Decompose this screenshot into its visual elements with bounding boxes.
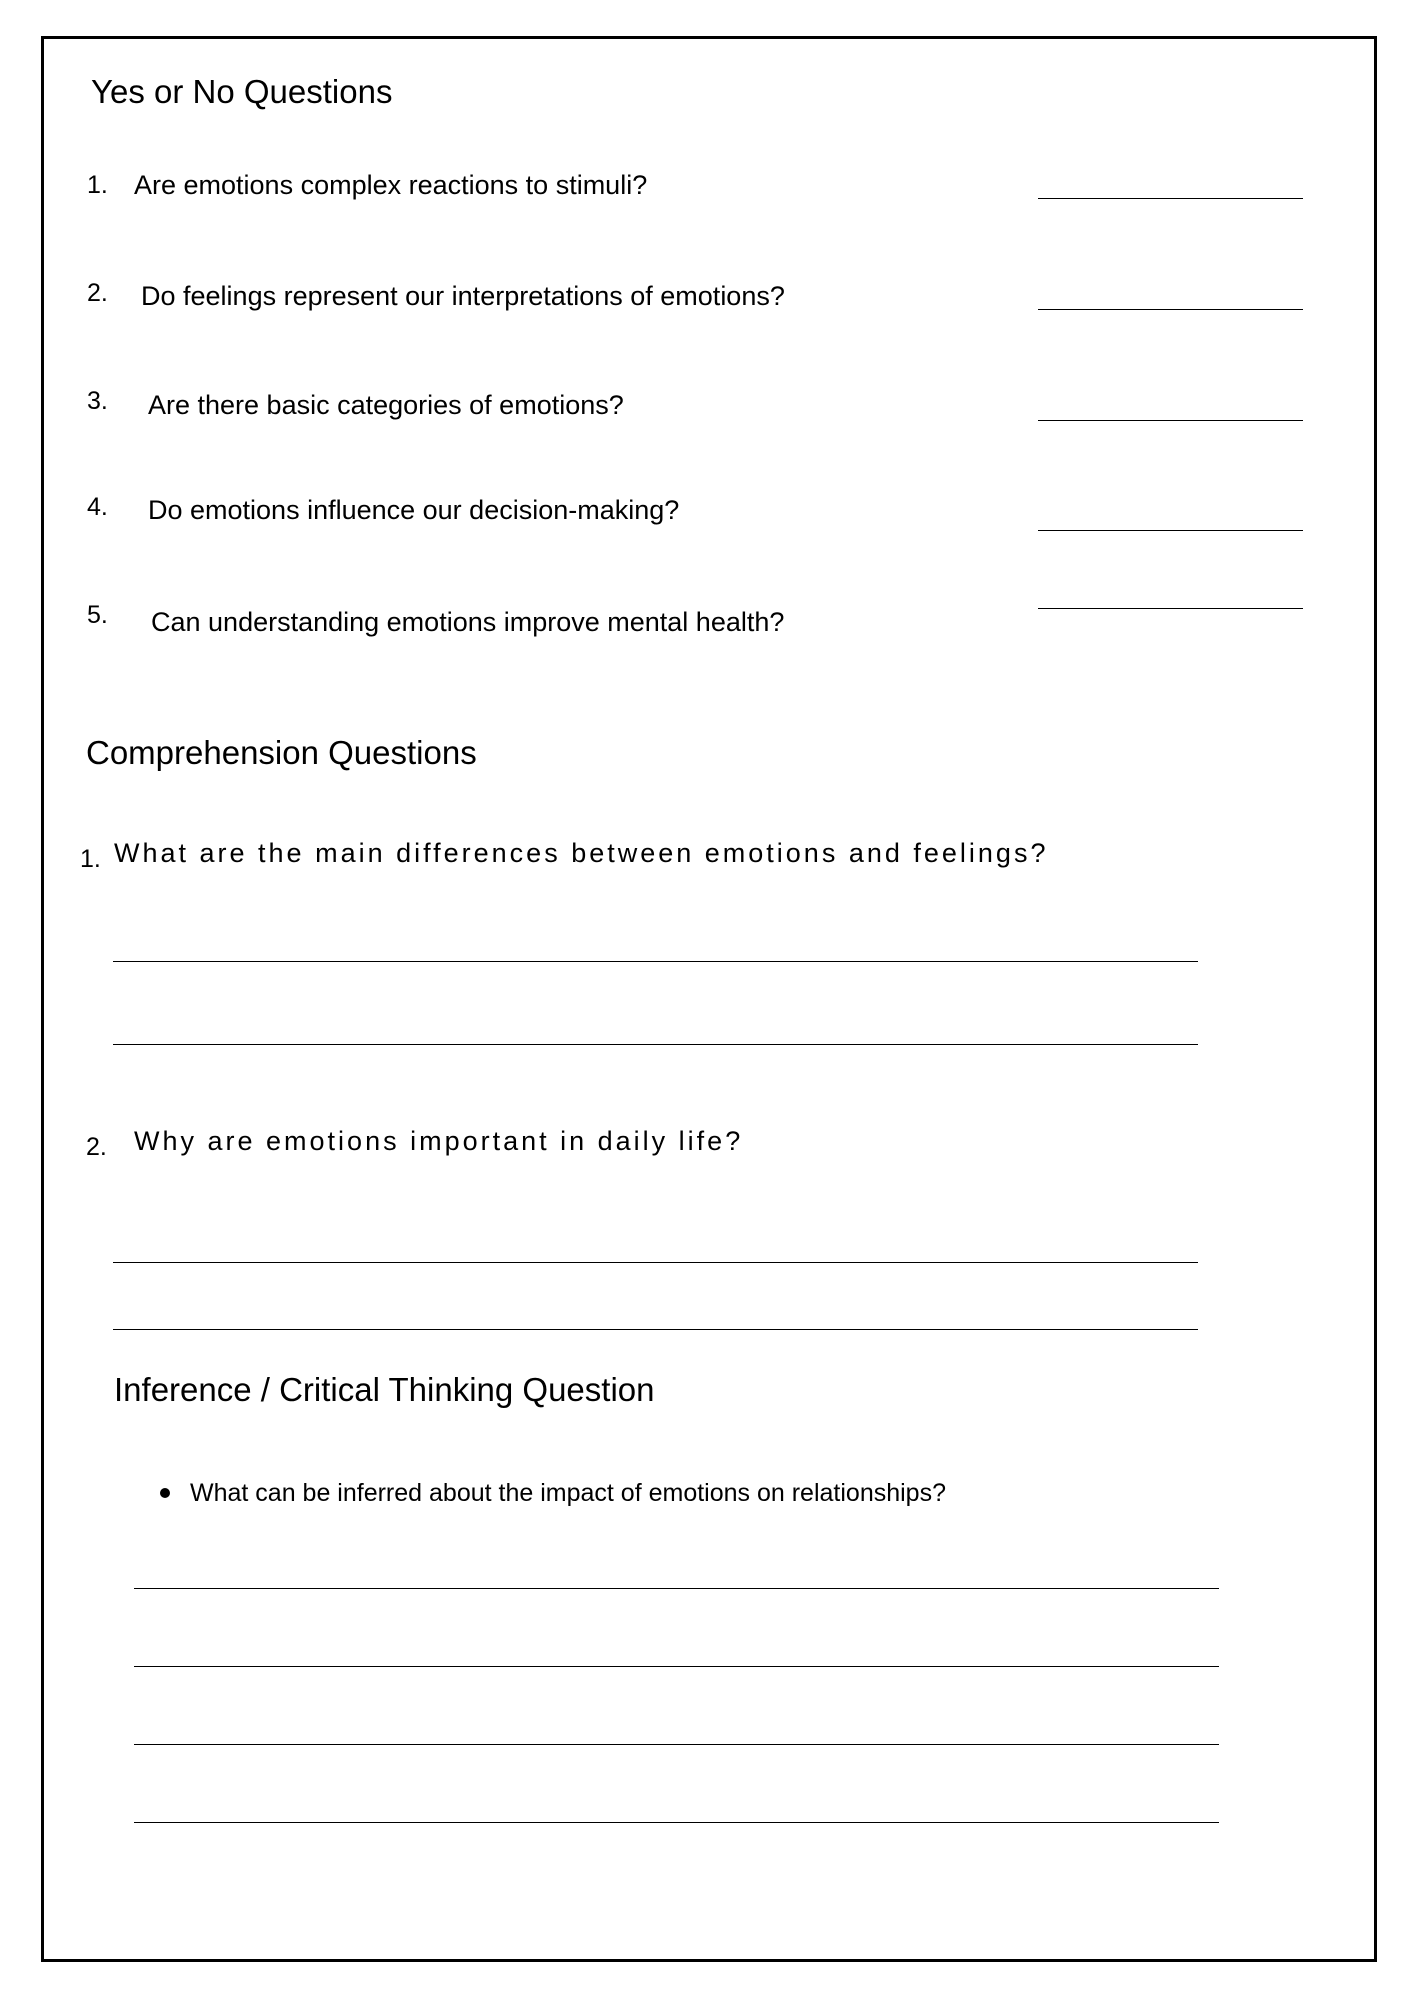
yes-no-answer-blank-3[interactable] <box>1038 420 1303 421</box>
inference-answer-line-3[interactable] <box>134 1744 1219 1745</box>
worksheet-frame <box>41 36 1377 1962</box>
yes-no-question-1: Are emotions complex reactions to stimuli? <box>134 170 648 200</box>
yes-no-number-5: 5. <box>87 601 108 629</box>
yes-no-number-3: 3. <box>87 387 108 415</box>
yes-no-question-2: Do feelings represent our interpretations of emotions? <box>141 281 785 311</box>
comprehension-answer-line-1b[interactable] <box>113 1044 1198 1045</box>
yes-no-question-5: Can understanding emotions improve mental health? <box>151 607 785 637</box>
yes-no-answer-blank-4[interactable] <box>1038 530 1303 531</box>
comprehension-heading: Comprehension Questions <box>86 734 477 771</box>
comprehension-question-2: Why are emotions important in daily life? <box>134 1126 744 1156</box>
yes-no-question-3: Are there basic categories of emotions? <box>148 390 624 420</box>
bullet-icon <box>160 1488 170 1498</box>
yes-no-heading: Yes or No Questions <box>91 73 393 110</box>
yes-no-answer-blank-2[interactable] <box>1038 309 1303 310</box>
yes-no-answer-blank-5[interactable] <box>1038 608 1303 609</box>
yes-no-question-4: Do emotions influence our decision-making? <box>148 495 680 525</box>
comprehension-question-1: What are the main differences between emotions and feelings? <box>114 838 1049 868</box>
comprehension-answer-line-2a[interactable] <box>113 1262 1198 1263</box>
yes-no-answer-blank-1[interactable] <box>1038 198 1303 199</box>
comprehension-number-1: 1. <box>80 845 101 873</box>
yes-no-number-2: 2. <box>87 279 108 307</box>
inference-answer-line-1[interactable] <box>134 1588 1219 1589</box>
comprehension-answer-line-1a[interactable] <box>113 961 1198 962</box>
inference-answer-line-4[interactable] <box>134 1822 1219 1823</box>
inference-question: What can be inferred about the impact of emotions on relationships? <box>190 1479 946 1507</box>
inference-heading: Inference / Critical Thinking Question <box>114 1371 655 1408</box>
yes-no-number-4: 4. <box>87 493 108 521</box>
comprehension-number-2: 2. <box>86 1133 107 1161</box>
yes-no-number-1: 1. <box>87 171 108 199</box>
comprehension-answer-line-2b[interactable] <box>113 1329 1198 1330</box>
inference-answer-line-2[interactable] <box>134 1666 1219 1667</box>
